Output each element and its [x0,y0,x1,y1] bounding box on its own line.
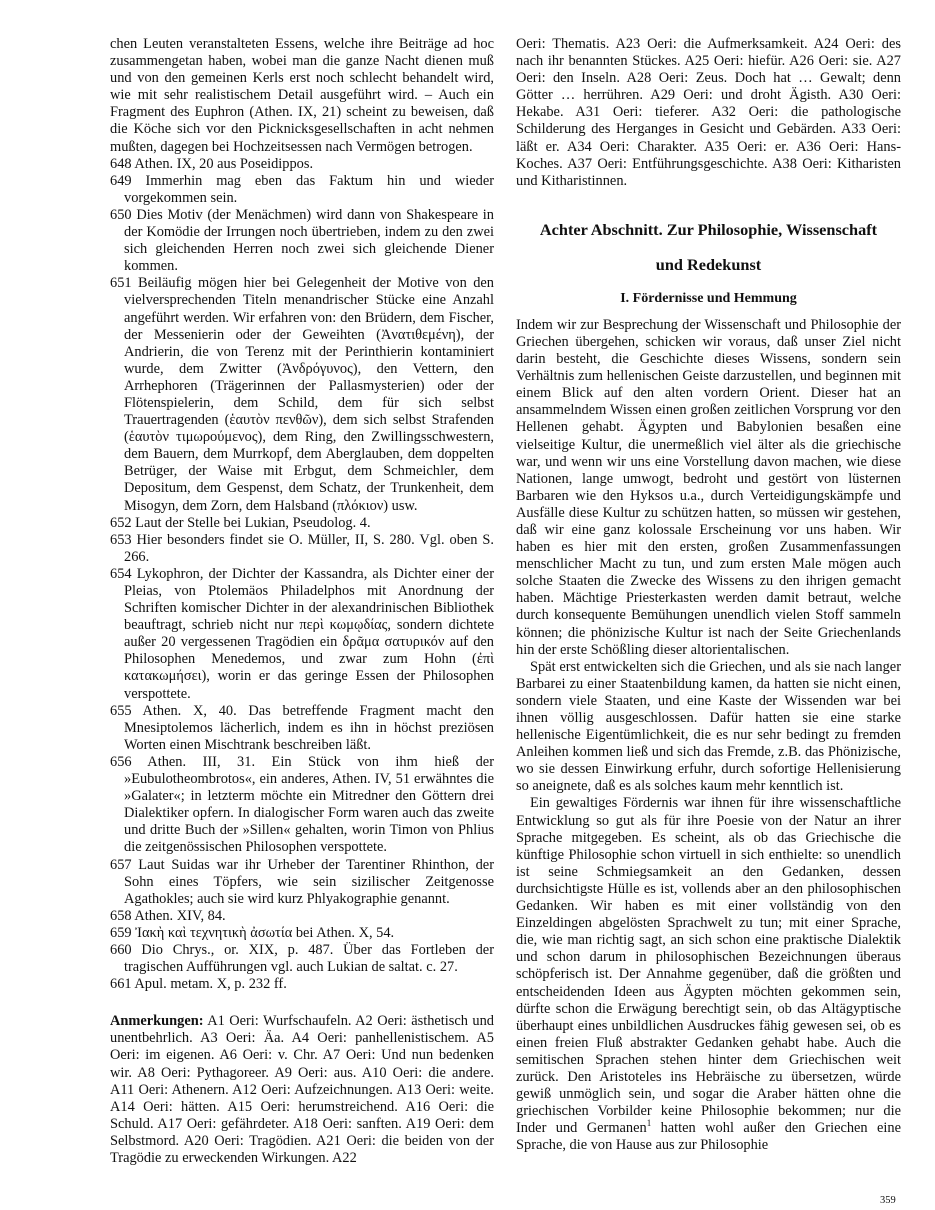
right-column [516,36,901,1154]
endnotes-list [110,156,494,994]
endnote: 654 Lykophron, der Dichter der Kassandra, als Dichter einer der Pleias, von Ptolemäos Philadelphos mit Anordnung der Schriften komischer Dichter in der alexandrinischen Bibliothek beauftragt, schrieb nicht nur περὶ κωμῳδίας, sondern dichtete außer 20 vergessenen Tragödien ein δρᾶμα σατυρικόν auf den Philosophen Menedemos, und zwar zum Hohn (ἐπὶ κατακωμήσει), worin er das geringe Essen der Philosophen verspottete. [110,565,494,702]
annotations-block [110,1013,494,1167]
endnote: 657 Laut Suidas war ihr Urheber der Tarentiner Rhinthon, der Sohn eines Töpfers, wie sein sizilischer Zeitgenosse Agathokles; auch sie wird kurz Phlyakographie genannt. [110,856,494,907]
annotations-label: Anmerkungen: [110,1013,204,1030]
endnote: 656 Athen. III, 31. Ein Stück von ihm hieß der »Eubulotheombrotos«, ein anderes, Athen. IV, 51 erwähntes die »Galater«; in letzterm möchte ein Mitredner den Göttern drei Dialektiker opfern. In dialogischer Form waren auch das zweite und dritte Buch der »Sillen« gehalten, worin Timon von Phlius die zeitgenössischen Philosophen verspottete. [110,753,494,856]
endnote: 659 Ἰακὴ καὶ τεχνητικὴ ἀσωτία bei Athen. X, 54. [110,924,395,941]
note-continuation: chen Leuten veranstalteten Essens, welche ihre Beiträge ad hoc zusammengetan haben, wobei man die ganze Nacht dienen muß und von den gemeinen Kerls erst noch schlecht behandelt wird, wie mit sehr realistischem Detail ausgeführt wird. – Auch ein Fragment des Euphron (Athen. IX, 21) scheint zu beweisen, daß die Köche sich vor den Picknicksgesellschaften in acht nehmen mußten, dagegen bei Hochzeitsessen nach Vermögen betrogen. [110,36,494,155]
endnote: 653 Hier besonders findet sie O. Müller, II, S. 280. Vgl. oben S. 266. [110,531,494,565]
section-title-line: Achter Abschnitt. Zur Philosophie, Wissenschaft [539,219,878,239]
left-column [110,36,494,1167]
endnote: 648 Athen. IX, 20 aus Poseidippos. [110,155,314,172]
body-paragraph: Indem wir zur Besprechung der Wissenschaft und Philosophie der Griechen übergehen, schicken wir voraus, daß unser Ziel nicht darin besteht, die Geschichte dieses Wissens, sondern sein Verhältnis zum hellenischen Geiste darzustellen, und beginnen mit einem Blick auf den alten vordern Orient. Dieser hat an ansammelndem Wissen einen großen zeitlichen Vorsprung vor den Hellenen gehabt. Ägypten und Babylonien besaßen eine vielseitige Kultur, die unermeßlich viel älter als die griechische war, und wenn wir uns eine Vorstellung davon machen, wie diese Nationen, lange umwogt, bedroht und gestört von lüsternen Barbaren wie den Hyksos u.a., durch Verteidigungskämpfe und Ausfälle diese Kultur zu schützen hatten, so müssen wir gestehen, daß wir eine ganz kolossale Erscheinung vor uns haben. Wir haben es hier mit den ersten, großen Zusammenfassungen menschlicher Macht zu tun, und zum ersten Male mögen auch solche Staaten die Zwecke des Wissens zu den ihrigen gemacht haben. Mächtige Priesterkasten werden damit betraut, welche durch konsequente Bemühungen unendlich vielen Stoff sammeln können; die phönizische Kultur ist nach der Seite Griechenlands hin der erste Schößling dieser altorientalischen. [516,316,901,658]
body-paragraph: Spät erst entwickelten sich die Griechen, und als sie nach langer Barbarei zu einer Staatenbildung kamen, da hatten sie nicht einen, sondern viele Staaten, und eine Kaste der Wissenden war bei ihnen völlig ausgeschlossen. Dafür hatten sie eine starke hellenische Eigentümlichkeit, die es nur sehr bedingt zu fremden Anleihen kommen ließ und sich das Fremde, z.B. das Phönizische, wo sie dessen Einwirkung erfuhr, durch sofortige Hellenisierung so aneignete, daß es als solches kaum mehr kenntlich ist. [516,658,901,795]
annotations-continuation: Oeri: Thematis. A23 Oeri: die Aufmerksamkeit. A24 Oeri: des nach ihr benannten Stückes. A25 Oeri: hiefür. A26 Oeri: sie. A27 Oeri: den Inseln. A28 Oeri: Zeus. Doch hat … Gewalt; denn Götter … herrühren. A29 Oeri: und droht Ägisth. A30 Oeri: Hekabe. A31 Oeri: tieferer. A32 Oeri: die pathologische Schilderung des Herganges in Gesicht und Gebärden. A33 Oeri: läßt er. A34 Oeri: Charakter. A35 Oeri: er. A36 Oeri: Hans-Koches. A37 Oeri: Entführungsgeschichte. A38 Oeri: Kitharisten und Kitharistinnen. [516,36,901,189]
section-title [516,212,901,282]
endnote: 658 Athen. XIV, 84. [110,907,226,924]
endnote: 652 Laut der Stelle bei Lukian, Pseudolog. 4. [110,514,371,531]
endnote: 661 Apul. metam. X, p. 232 ff. [110,976,287,993]
page-number: 359 [880,1195,896,1206]
paragraph-text: Ein gewaltiges Fördernis war ihnen für ihre wissenschaftliche Entwicklung so gut als für ihre Poesie von der Natur an ihrer Sprache mitgegeben. Es scheint, als ob das Griechische die künftige Philosophie schon virtuell in sich enthielte: so unendlich ist seine Schmiegsamkeit an den Gedanken, dessen durchsichtigste Hülle es ist, vollends aber an den philosophischen Gedanken. Wir haben es mit einer vollständig von den Einzeldingen abgelösten Sprachwelt zu tun; mit einer Sprache, die, wie man richtig sagt, an sich schon eine praktische Dialektik und schon darum in philosophischen Bezeichnungen überaus schöpferisch ist. Der Annahme gegenüber, daß die größten und entscheidenden Ideen aus Ägypten möchten gekommen sein, dürfte schon die Erwägung berechtigt sein, ob das Altägyptische überhaupt eines unbildlichen Ausdruckes fähig gewesen sei, ob es einen freien Fluß abstrakter Gedanken gehabt habe. Auch die semitischen Sprachen stehen hinter dem Griechischen weit zurück. Den Aristoteles ins Hebräische zu übersetzen, würde gewiß unmöglich sein, und sogar die Araber hätten ohne die griechischen Vorbilder keine Philosophie bekommen; nur die Inder und Germanen [516,795,901,1137]
paragraph-text-tail: hatten wohl außer den Griechen eine Sprache, die von Hause aus zur Philosophie [516,1120,901,1154]
annotations-text: A1 Oeri: Wurfschaufeln. A2 Oeri: ästhetisch und unentbehrlich. A3 Oeri: Äa. A4 Oeri: panhellenistischem. A5 Oeri: im eigenen. A6 Oeri: v. Chr. A7 Oeri: Und nun bedenken wir. A8 Oeri: Pythagoreer. A9 Oeri: aus. A10 Oeri: die andere. A11 Oeri: Athenern. A12 Oeri: Aufzeichnungen. A13 Oeri: weite. A14 Oeri: hätten. A15 Oeri: herumstreichend. A16 Oeri: die Schuld. A17 Oeri: gefährdeter. A18 Oeri: sanften. A19 Oeri: dem Selbstmord. A20 Oeri: Tragödien. A21 Oeri: die beiden von der Tragödie zu erweckenden Wirkungen. A22 [110,1013,494,1166]
subsection-title: I. Fördernisse und Hemmung [620,290,797,306]
footnote-marker[interactable]: 1 [646,1118,652,1129]
endnote: 660 Dio Chrys., or. XIX, p. 487. Über das Fortleben der tragischen Aufführungen vgl. auch Lukian de saltat. c. 27. [110,941,494,976]
body-paragraph [516,795,901,1154]
endnote: 650 Dies Motiv (der Menächmen) wird dann von Shakespeare in der Komödie der Irrungen noch übertrieben, indem zu den zwei sich gleichenden Herren noch zwei sich gleichende Diener kommen. [110,206,494,275]
section-title-line: und Redekunst [655,254,762,274]
endnote: 655 Athen. X, 40. Das betreffende Fragment macht den Mnesiptolemos lächerlich, indem es ihn in höchst preziösen Worten einen Mischtrank beschreiben läßt. [110,702,494,753]
endnote: 651 Beiläufig mögen hier bei Gelegenheit der Motive von den vielversprechenden Titeln menandrischer Stücke eine Anzahl angeführt werden. Wir erfahren von: den Brüdern, dem Fischer, der Messenierin oder der Geweihten (Ἀνατιθεμένη), der Andrierin, die von Terenz mit der Perinthierin kontaminiert wurde, dem Zwitter (Ἀνδρόγυνος), den Vettern, den Arrhephoren (Trägerinnen der Pallasmysterien) oder der Flötenspielerin, dem Schild, dem für sich selbst Trauertragenden (ἑαυτὸν πενθῶν), dem sich selbst Strafenden (ἑαυτὸν τιμωρούμενος), dem Ring, den Zwillingsschwestern, dem Bauern, dem Murrkopf, dem Aberglauben, dem doppelten Betrüger, der Waise mit Erbgut, dem Schmeichler, dem Depositum, dem Gespenst, dem Schatz, der Trunkenheit, dem Misogyn, dem Zorn, dem Halsband (πλόκιον) usw. [110,275,494,514]
endnote: 649 Immerhin mag eben das Faktum hin und wieder vorgekommen sein. [110,172,494,206]
